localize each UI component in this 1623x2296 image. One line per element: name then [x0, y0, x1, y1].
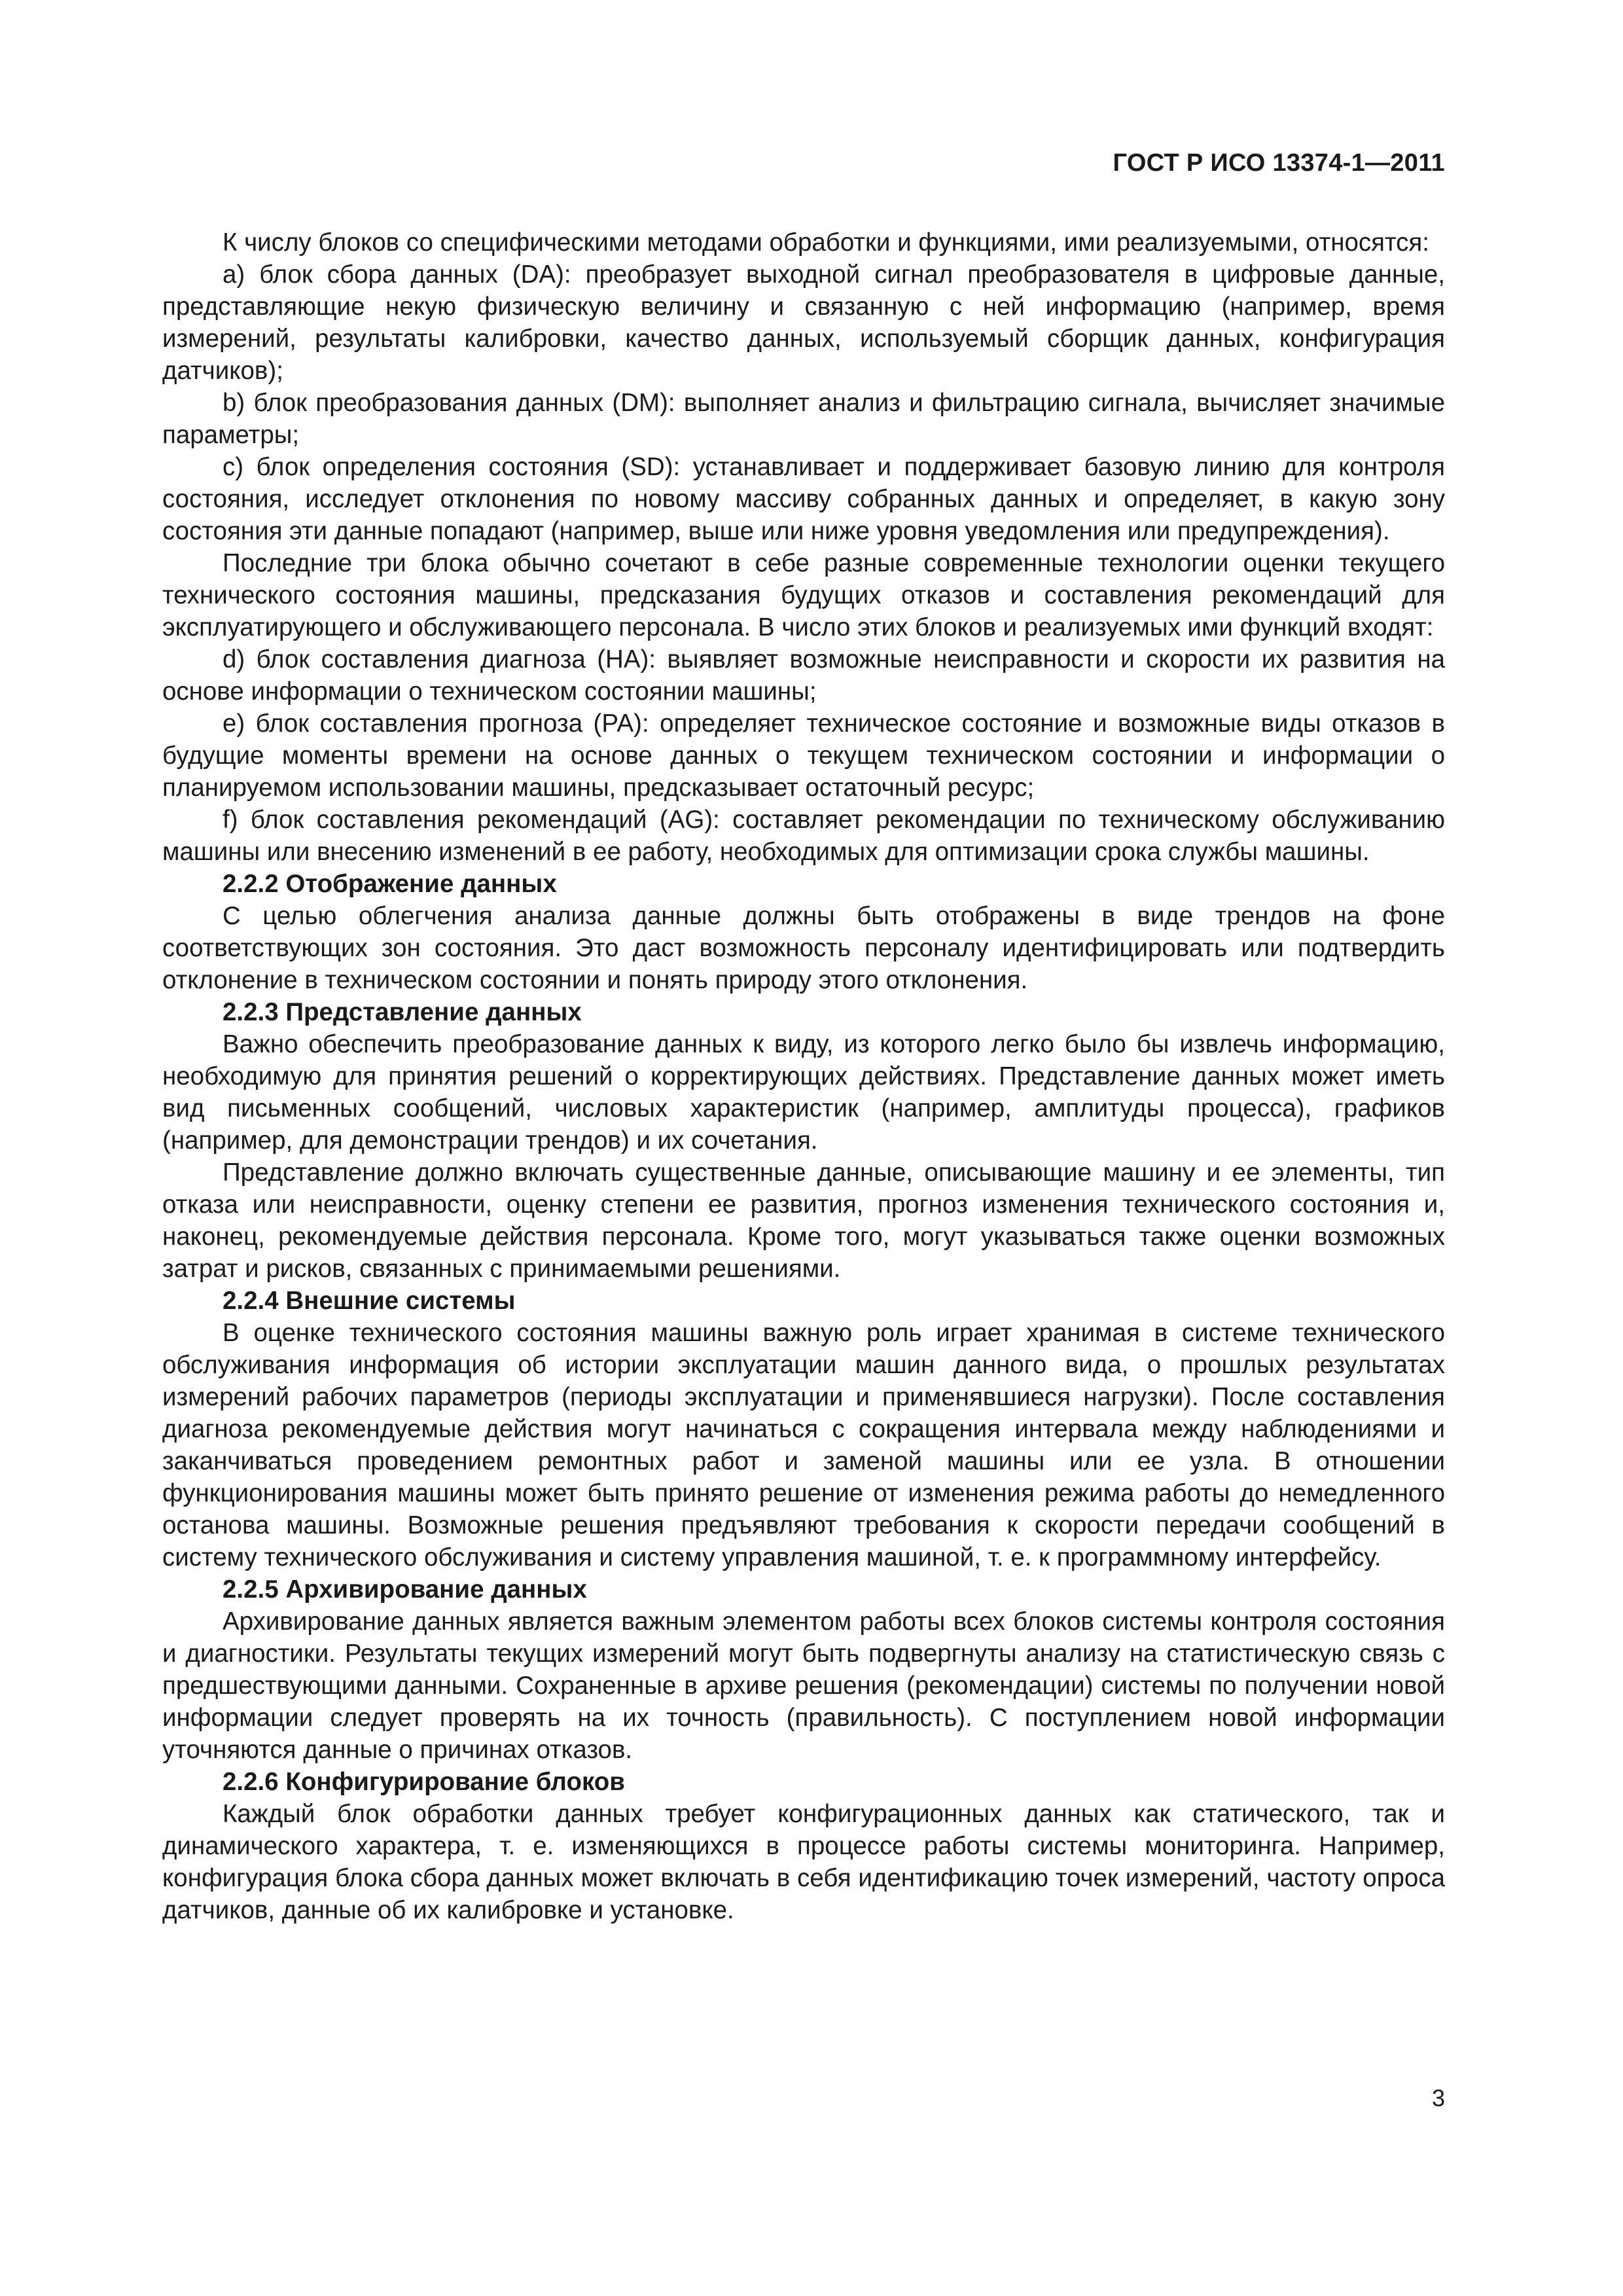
paragraph-2-2-6: Каждый блок обработки данных требует конфигурационных данных как статического, так и динамического характера, т. е. изменяющихся в процессе работы системы мониторинга. Например, конфигурация блока сбора данных может включать в себя идентификацию точек измерений, частоту опроса датчиков, данные об их калибровке и установке.: [162, 1800, 1445, 1924]
list-item-e: е) блок составления прогноза (РА): определяет техническое состояние и возможные виды отказов в будущие моменты времени на основе данных о текущем техническом состоянии и информации о планируемом использовании машины, предсказывает остаточный ресурс;: [162, 709, 1445, 802]
list-item-f: f) блок составления рекомендаций (AG): составляет рекомендации по техническому обслуживанию машины или внесению изменений в ее работу, необходимых для оптимизации срока службы машины.: [162, 806, 1445, 866]
section-heading-2-2-6: 2.2.6 Конфигурирование блоков: [223, 1768, 625, 1796]
paragraph-intro: К числу блоков со специфическими методами обработки и функциями, ими реализуемыми, относятся:: [223, 228, 1429, 257]
paragraph-2-2-2: С целью облегчения анализа данные должны быть отображены в виде трендов на фоне соответствующих зон состояния. Это даст возможность персоналу идентифицировать или подтвердить отклонение в техническом состоянии и понять природу этого отклонения.: [162, 902, 1445, 994]
paragraph-last-three: Последние три блока обычно сочетают в себе разные современные технологии оценки текущего технического состояния машины, предсказания будущих отказов и составления рекомендаций для эксплуатирующего и обслуживающего персонала. В число этих блоков и реализуемых ими функций входят:: [162, 549, 1445, 641]
paragraph-2-2-3-second: Представление должно включать существенные данные, описывающие машину и ее элементы, тип отказа или неисправности, оценку степени ее развития, прогноз изменения технического состояния и, наконец, рекомендуемые действия персонала. Кроме того, могут указываться также оценки возможных затрат и рисков, связанных с принимаемыми решениями.: [162, 1158, 1445, 1283]
document-body: [162, 226, 1445, 1926]
page-number: 3: [1431, 2085, 1445, 2111]
document-page: [162, 0, 1445, 2296]
paragraph-2-2-3-first: Важно обеспечить преобразование данных к виду, из которого легко было бы извлечь информацию, необходимую для принятия решений о корректирующих действиях. Представление данных может иметь вид письменных сообщений, числовых характеристик (например, амплитуды процесса), графиков (например, для демонстрации трендов) и их сочетания.: [162, 1030, 1445, 1155]
section-heading-2-2-2: 2.2.2 Отображение данных: [223, 870, 557, 898]
section-heading-2-2-3: 2.2.3 Представление данных: [223, 998, 582, 1026]
list-item-b: b) блок преобразования данных (DM): выполняет анализ и фильтрацию сигнала, вычисляет значимые параметры;: [162, 389, 1445, 449]
paragraph-2-2-5: Архивирование данных является важным элементом работы всех блоков системы контроля состояния и диагностики. Результаты текущих измерений могут быть подвергнуты анализу на статистическую связь с предшествующими данными. Сохраненные в архиве решения (рекомендации) системы по получении новой информации следует проверять на их точность (правильность). С поступлением новой информации уточняются данные о причинах отказов.: [162, 1607, 1445, 1764]
list-item-c: c) блок определения состояния (SD): устанавливает и поддерживает базовую линию для контроля состояния, исследует отклонения по новому массиву собранных данных и определяет, в какую зону состояния эти данные попадают (например, выше или ниже уровня уведомления или предупреждения).: [162, 453, 1445, 545]
section-heading-2-2-4: 2.2.4 Внешние системы: [223, 1287, 516, 1315]
standard-header: ГОСТ Р ИСО 13374-1—2011: [1113, 149, 1445, 177]
section-heading-2-2-5: 2.2.5 Архивирование данных: [223, 1575, 587, 1604]
list-item-d: d) блок составления диагноза (НА): выявляет возможные неисправности и скорости их развития на основе информации о техническом состоянии машины;: [162, 645, 1445, 706]
paragraph-2-2-4: В оценке технического состояния машины важную роль играет хранимая в системе технического обслуживания информация об истории эксплуатации машин данного вида, о прошлых результатах измерений рабочих параметров (периоды эксплуатации и применявшиеся нагрузки). После составления диагноза рекомендуемые действия могут начинаться с сокращения интервала между наблюдениями и заканчиваться проведением ремонтных работ и заменой машины или ее узла. В отношении функционирования машины может быть принято решение от изменения режима работы до немедленного останова машины. Возможные решения предъявляют требования к скорости передачи сообщений в систему технического обслуживания и систему управления машиной, т. е. к программному интерфейсу.: [162, 1319, 1445, 1571]
list-item-a: а) блок сбора данных (DA): преобразует выходной сигнал преобразователя в цифровые данные, представляющие некую физическую величину и связанную с ней информацию (например, время измерений, результаты калибровки, качество данных, используемый сборщик данных, конфигурация датчиков);: [162, 260, 1445, 385]
